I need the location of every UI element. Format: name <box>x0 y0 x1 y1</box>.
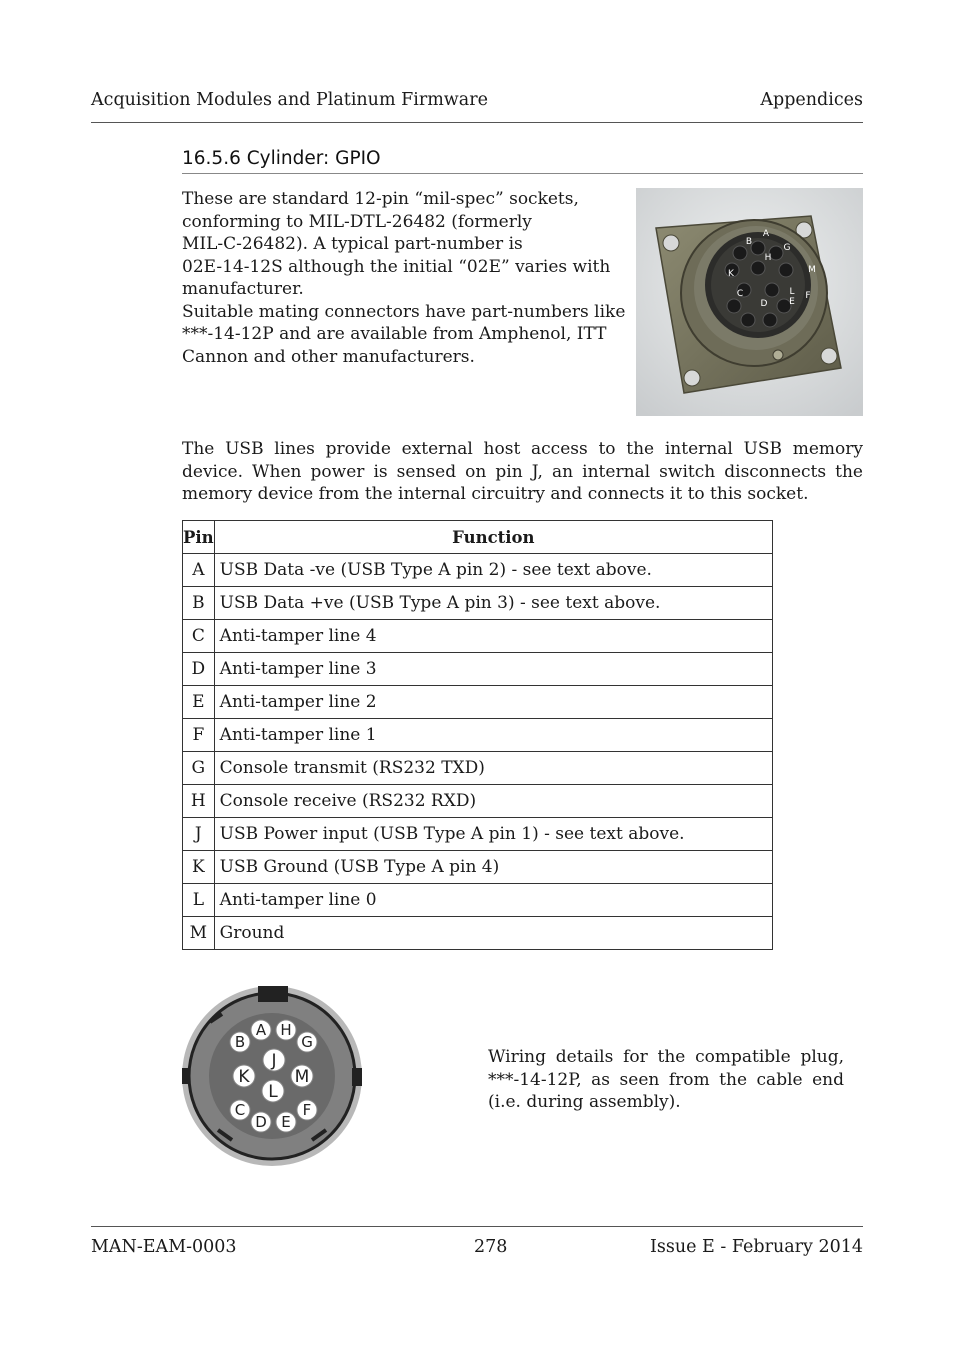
photo-pin-label: M <box>808 265 816 275</box>
section-title-rule <box>182 173 863 174</box>
intro-line: MIL-C-26482). A typical part-number is <box>182 234 523 254</box>
plug-pin-label: J <box>271 1051 277 1071</box>
function-cell: Anti-tamper line 2 <box>214 686 772 719</box>
wiring-note: Wiring details for the compatible plug, ***-14-12P, as seen from the cable end (i.e. during assembly). <box>488 1047 844 1112</box>
photo-pin-label: F <box>805 291 811 301</box>
function-cell: Anti-tamper line 0 <box>214 884 772 917</box>
document-number: MAN-EAM-0003 <box>91 1237 237 1257</box>
table-row <box>183 752 773 785</box>
intro-line: These are standard 12-pin “mil-spec” sockets, <box>182 189 579 209</box>
plug-pin-label: F <box>302 1101 312 1119</box>
plug-pin-label: G <box>301 1033 313 1051</box>
plug-pin-label: C <box>234 1101 246 1119</box>
table-row <box>183 851 773 884</box>
intro-line: Cannon and other manufacturers. <box>182 346 475 367</box>
issue-date: Issue E - February 2014 <box>649 1237 863 1257</box>
pin-cell: A <box>183 554 215 587</box>
column-header-pin: Pin <box>183 521 215 554</box>
pin-cell: G <box>183 752 215 785</box>
socket-photo <box>636 188 863 416</box>
table-row <box>183 884 773 917</box>
photo-pin-label: K <box>728 269 734 279</box>
function-cell: USB Data -ve (USB Type A pin 2) - see text above. <box>214 554 772 587</box>
intro-line: conforming to MIL-DTL-26482 (formerly <box>182 211 532 232</box>
photo-pin-label: D <box>760 299 768 309</box>
intro-paragraph <box>182 188 632 368</box>
function-cell: Anti-tamper line 1 <box>214 719 772 752</box>
function-cell: USB Data +ve (USB Type A pin 3) - see text above. <box>214 587 772 620</box>
function-cell: Anti-tamper line 3 <box>214 653 772 686</box>
function-cell: USB Ground (USB Type A pin 4) <box>214 851 772 884</box>
intro-line: 02E-14-12S although the initial “02E” varies with <box>182 256 611 277</box>
pin-function-table <box>182 520 773 950</box>
table-row <box>183 653 773 686</box>
plug-pin-label: E <box>281 1113 291 1131</box>
plug-wiring-diagram <box>180 982 364 1168</box>
table-row <box>183 818 773 851</box>
pin-cell: J <box>183 818 215 851</box>
photo-pin-label: H <box>764 253 772 263</box>
photo-pin-label: C <box>736 289 744 299</box>
pin-cell: D <box>183 653 215 686</box>
function-cell: Ground <box>214 917 772 950</box>
running-header-title: Acquisition Modules and Platinum Firmware <box>91 90 488 110</box>
plug-pin-label: D <box>255 1113 267 1131</box>
running-header-section: Appendices <box>760 90 863 110</box>
pin-cell: L <box>183 884 215 917</box>
table-row <box>183 917 773 950</box>
plug-pin-label: M <box>294 1067 310 1087</box>
table-row <box>183 785 773 818</box>
function-cell: USB Power input (USB Type A pin 1) - see text above. <box>214 818 772 851</box>
intro-line: Suitable mating connectors have part-numbers like <box>182 301 626 322</box>
intro-line: ***-14-12P and are available from Amphenol, ITT <box>182 324 607 344</box>
pin-cell: F <box>183 719 215 752</box>
page-number: 278 <box>474 1237 508 1257</box>
plug-pin-label: L <box>268 1082 278 1102</box>
intro-line: manufacturer. <box>182 279 304 299</box>
photo-pin-label: A <box>762 229 770 239</box>
pin-cell: K <box>183 851 215 884</box>
pin-cell: C <box>183 620 215 653</box>
table-row <box>183 587 773 620</box>
table-row <box>183 620 773 653</box>
photo-pin-label: E <box>789 297 795 307</box>
table-header-row <box>183 521 773 554</box>
column-header-function: Function <box>214 521 772 554</box>
function-cell: Console receive (RS232 RXD) <box>214 785 772 818</box>
plug-pin-label: A <box>255 1021 267 1039</box>
plug-pin-label: K <box>238 1067 250 1087</box>
plug-pin-label: B <box>234 1033 246 1051</box>
photo-pin-label: G <box>783 243 791 253</box>
table-row <box>183 719 773 752</box>
table-row <box>183 554 773 587</box>
pin-cell: E <box>183 686 215 719</box>
header-rule <box>91 122 863 123</box>
plug-pin-label: H <box>280 1021 292 1039</box>
photo-pin-label: B <box>745 237 753 247</box>
photo-pin-label: L <box>789 287 795 297</box>
pin-cell: M <box>183 917 215 950</box>
footer-rule <box>91 1226 863 1227</box>
section-title: 16.5.6 Cylinder: GPIO <box>182 148 381 169</box>
table-row <box>183 686 773 719</box>
function-cell: Console transmit (RS232 TXD) <box>214 752 772 785</box>
pin-cell: H <box>183 785 215 818</box>
function-cell: Anti-tamper line 4 <box>214 620 772 653</box>
usb-paragraph: The USB lines provide external host access to the internal USB memory device. When power is sensed on pin J, an internal switch disconnects the memory device from the internal circuitry and connects it to this socket. <box>182 439 863 504</box>
pin-cell: B <box>183 587 215 620</box>
